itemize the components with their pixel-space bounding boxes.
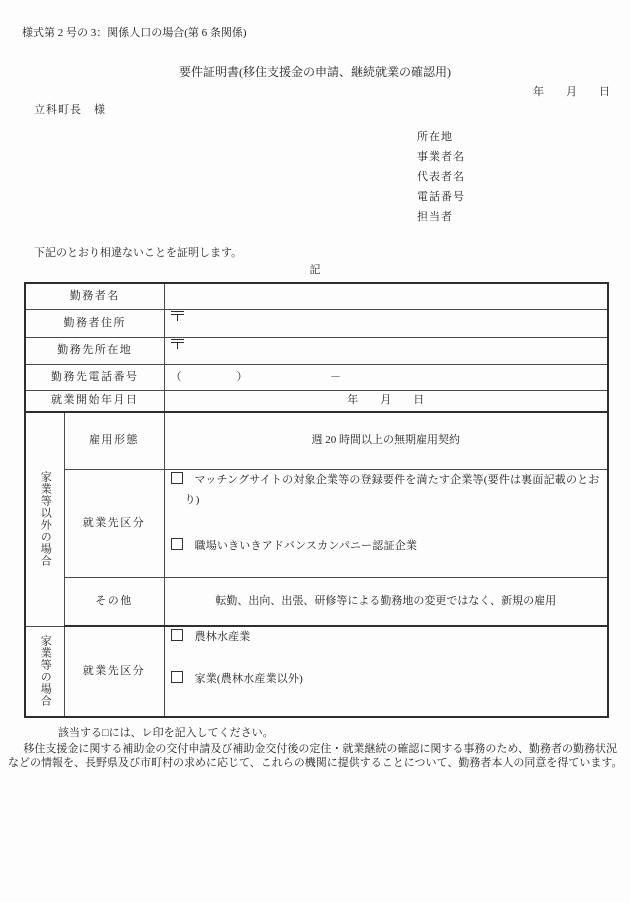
consent-statement: 移住支援金に関する補助金の交付申請及び補助金交付後の定住・就業継続の確認に関する事務のため、勤務者の勤務状況などの情報を、長野県及び市町村の求めに応じて、これらの機関に提供することについて、勤務者本人の同意を得ています。	[8, 743, 623, 769]
worker-name-field	[164, 283, 608, 309]
workplace-address-label: 勤務先所在地	[25, 337, 164, 364]
checkbox-item-matching-site	[171, 470, 602, 510]
sender-field-business-name: 事業者名	[417, 151, 465, 163]
other-label: その他	[64, 577, 164, 626]
checkbox-family-business[interactable]	[171, 671, 183, 683]
date-line: 年 月 日	[533, 86, 610, 98]
workplace-address-field	[164, 337, 608, 364]
checkbox-matching-site[interactable]	[171, 472, 183, 484]
checkbox-item-agriculture	[171, 627, 602, 647]
employment-type-label: 雇用形態	[64, 412, 164, 469]
checkbox-matching-site-label: マッチングサイトの対象企業等の登録要件を満たす企業等(要件は裏面記載のとおり)	[184, 473, 600, 506]
checkbox-advance-company-label: 職場いきいきアドバンスカンパニー認証企業	[194, 539, 418, 552]
ki-label: 記	[309, 264, 321, 276]
certify-statement: 下記のとおり相違ないことを証明します。	[34, 247, 243, 259]
table-row-workplace-category-non-family	[25, 469, 608, 577]
table-row-workplace-category-family	[25, 626, 608, 717]
sender-block	[417, 127, 465, 227]
sender-field-representative: 代表者名	[417, 171, 465, 183]
form-code: 様式第 2 号の 3：関係人口の場合(第 6 条関係)	[22, 27, 247, 39]
checkbox-agriculture-forestry-fisheries[interactable]	[171, 629, 183, 641]
checkbox-item-advance-company	[171, 536, 602, 556]
addressee: 立科町長 様	[34, 104, 106, 116]
table-row-worker-address	[25, 309, 608, 337]
workplace-phone-label: 勤務先電話番号	[25, 364, 164, 390]
worker-address-label: 勤務者住所	[25, 309, 164, 337]
worker-name-label: 勤務者名	[25, 283, 164, 309]
sender-field-contact-person: 担当者	[417, 211, 453, 223]
employment-type-value: 週 20 時間以上の無期雇用契約	[164, 412, 608, 469]
table-row-employment-type	[25, 412, 608, 469]
workplace-category-label: 就業先区分	[64, 469, 164, 577]
table-row-other	[25, 577, 608, 626]
document-title: 要件証明書(移住支援金の申請、継続就業の確認用)	[179, 65, 451, 79]
workplace-category-family-label: 就業先区分	[64, 626, 164, 717]
postal-mark-icon	[171, 338, 184, 349]
other-value: 転勤、出向、出張、研修等による勤務地の変更ではなく、新規の雇用	[164, 577, 608, 626]
sender-field-location: 所在地	[417, 131, 453, 143]
employment-start-date-label: 就業開始年月日	[25, 390, 164, 412]
table-row-worker-name	[25, 283, 608, 309]
employment-start-date-field: 年 月 日	[164, 390, 608, 412]
checkbox-family-business-label: 家業(農林水産業以外)	[194, 673, 304, 685]
checkbox-agriculture-label: 農林水産業	[194, 631, 251, 643]
workplace-category-options	[164, 469, 608, 577]
workplace-category-family-options	[164, 626, 608, 717]
table-row-employment-start-date	[25, 390, 608, 412]
section-label-family-business: 家業等の場合	[25, 626, 64, 717]
table-row-workplace-phone	[25, 364, 608, 390]
worker-address-field	[164, 309, 608, 337]
section-label-non-family-business: 家業等以外の場合	[25, 412, 64, 626]
workplace-phone-field: （ ） －	[164, 364, 608, 390]
checkbox-advance-company[interactable]	[171, 538, 183, 550]
checkbox-instruction-note: 該当する□には、レ印を記入してください。	[58, 727, 274, 739]
table-row-workplace-address	[25, 337, 608, 364]
sender-field-phone: 電話番号	[417, 191, 465, 203]
postal-mark-icon	[171, 310, 184, 321]
checkbox-item-family-business	[171, 669, 602, 689]
requirements-table	[24, 282, 609, 718]
